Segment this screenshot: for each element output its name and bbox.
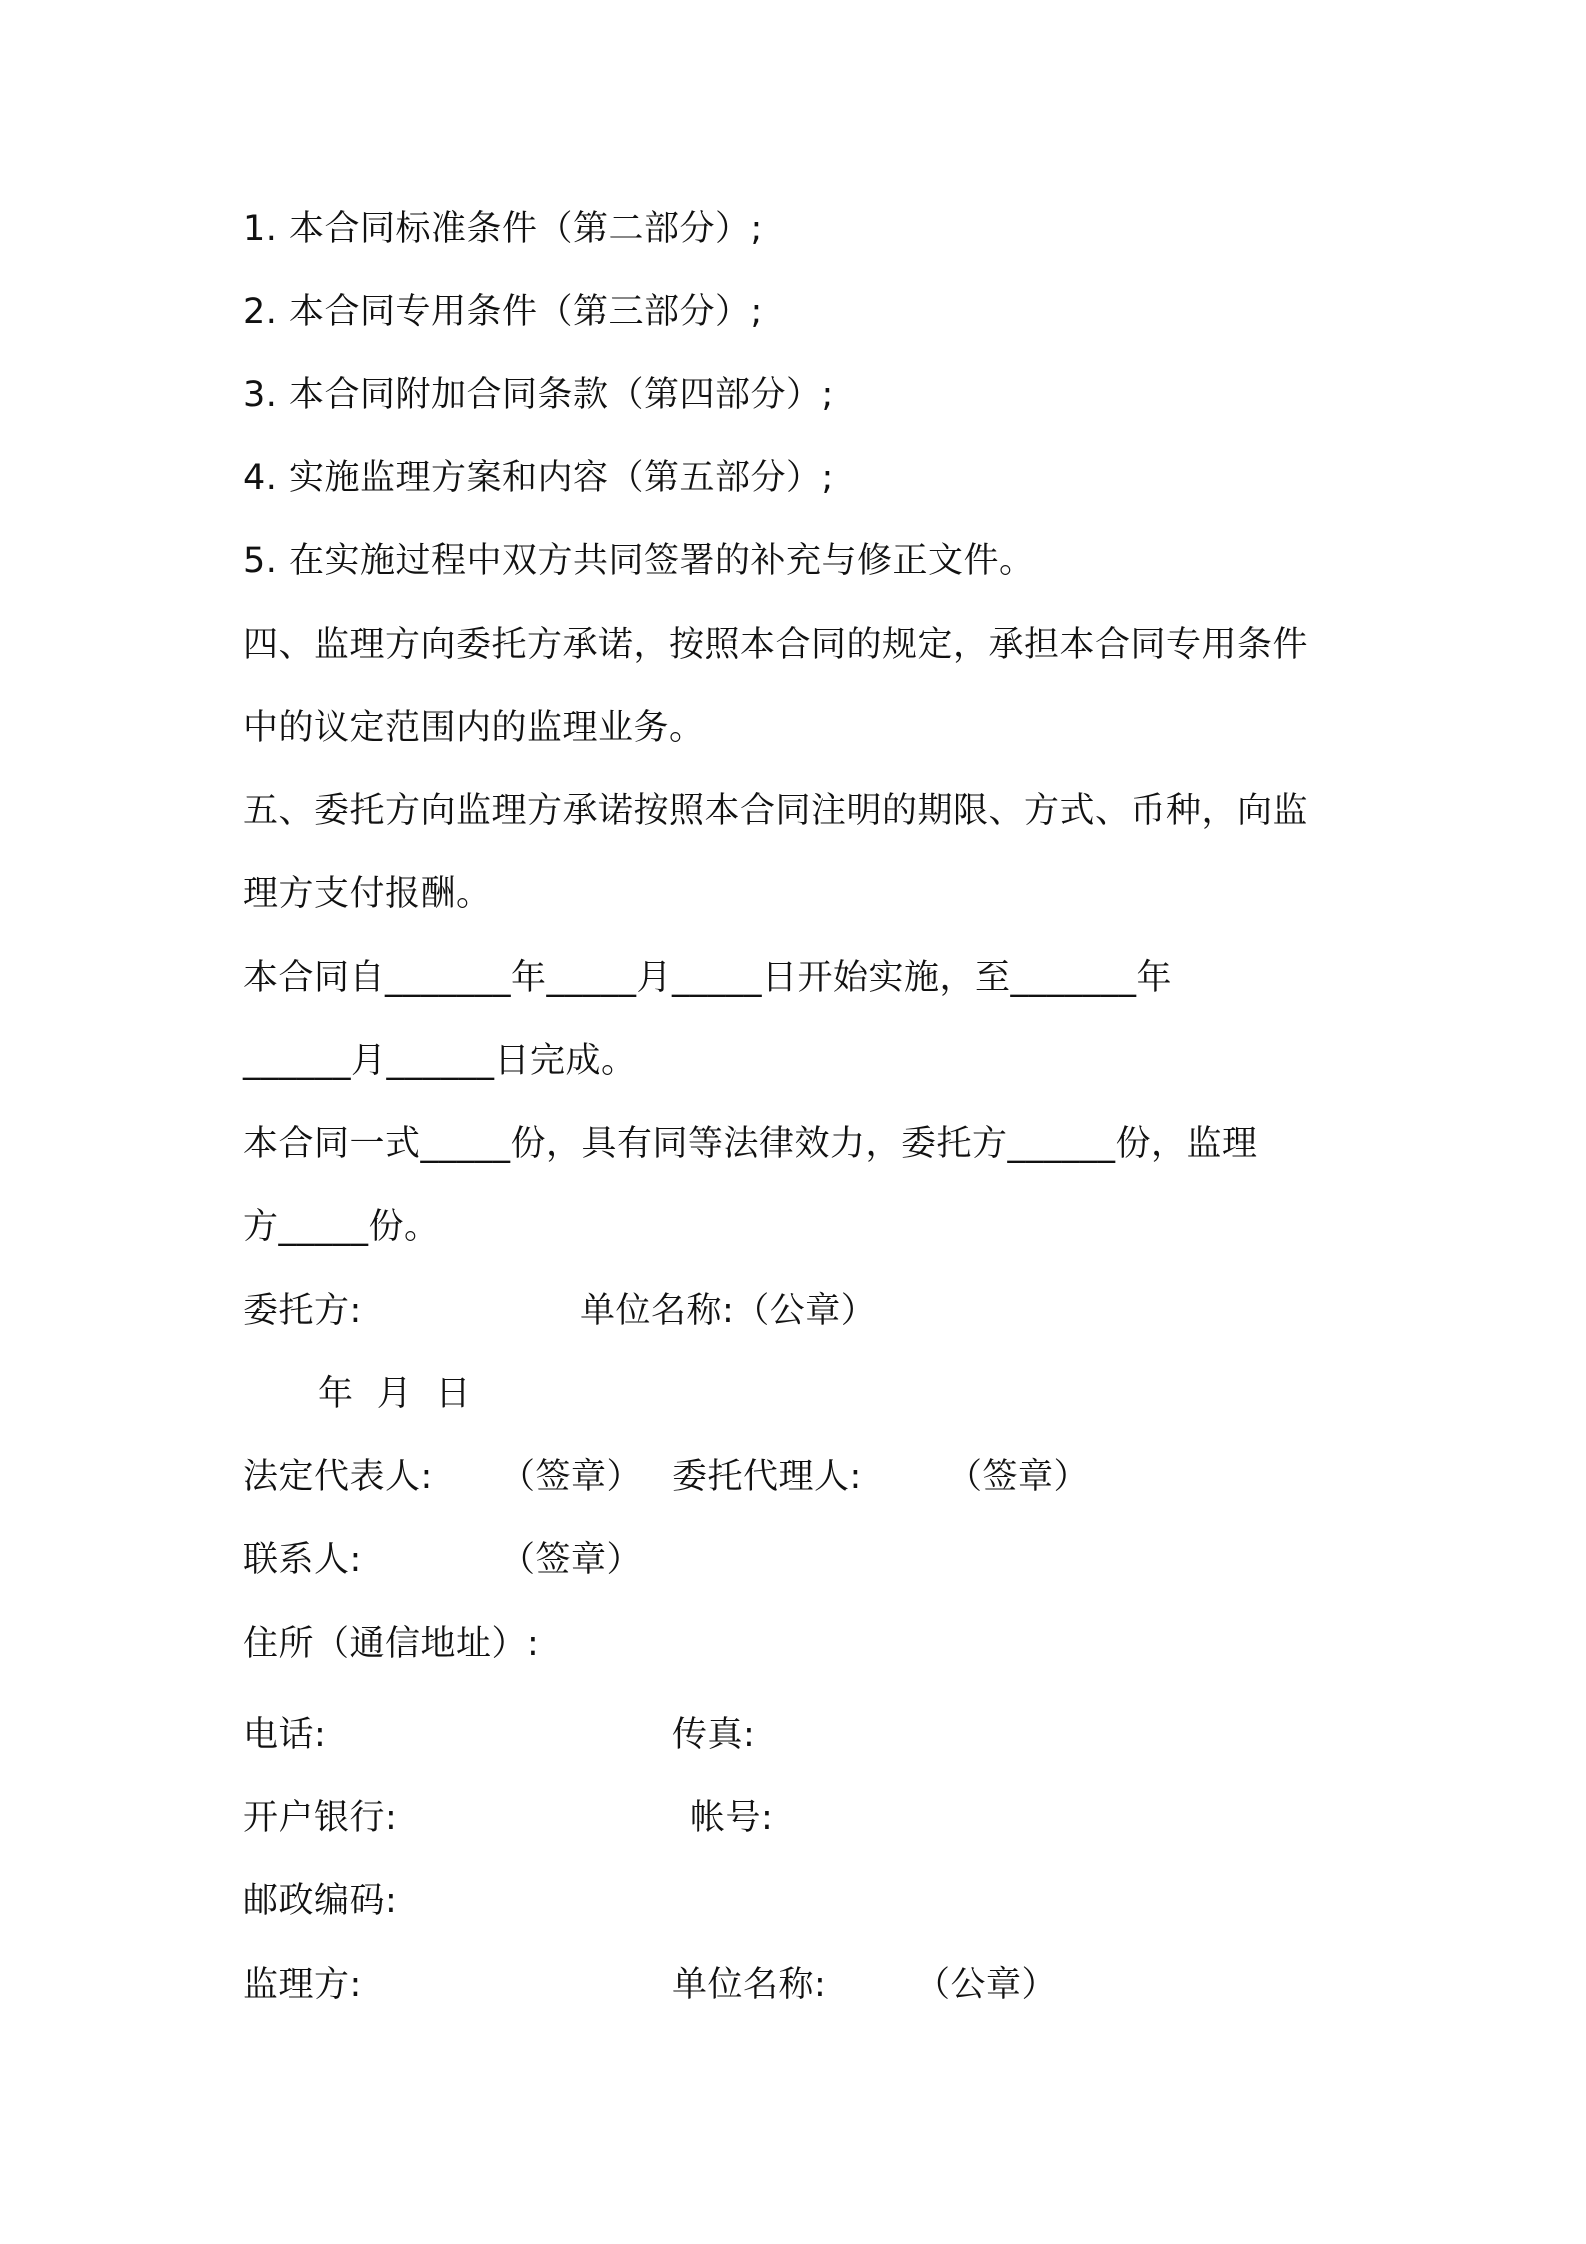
clause-4-line-2: 中的议定范围内的监理业务。 — [243, 708, 705, 748]
bank-label: 开户银行: — [243, 1798, 398, 1838]
phone-label: 电话: — [243, 1715, 327, 1755]
client-unit-name-label: 单位名称:（公章） — [580, 1291, 877, 1331]
agent-seal: （签章） — [947, 1457, 1090, 1497]
client-party-label: 委托方: — [243, 1291, 362, 1331]
contact-seal: （签章） — [500, 1540, 643, 1580]
legal-rep-label: 法定代表人: — [243, 1457, 433, 1497]
supervisor-unit-name-label: 单位名称: — [672, 1965, 827, 2005]
agent-label: 委托代理人: — [672, 1457, 862, 1497]
account-label: 帐号: — [690, 1798, 774, 1838]
supervisor-party-label: 监理方: — [243, 1965, 362, 2005]
list-item: 4. 实施监理方案和内容（第五部分）; — [243, 458, 834, 498]
copies-line-2: 方_____份。 — [243, 1207, 440, 1247]
list-item: 1. 本合同标准条件（第二部分）; — [243, 209, 763, 249]
list-item: 2. 本合同专用条件（第三部分）; — [243, 292, 763, 332]
contact-label: 联系人: — [243, 1540, 362, 1580]
list-item: 3. 本合同附加合同条款（第四部分）; — [243, 375, 834, 415]
clause-5-line-2: 理方支付报酬。 — [243, 874, 492, 914]
clause-4-line-1: 四、监理方向委托方承诺，按照本合同的规定，承担本合同专用条件 — [243, 625, 1309, 665]
period-line-1: 本合同自_______年_____月_____日开始实施，至_______年 — [243, 958, 1173, 998]
clause-5-line-1: 五、委托方向监理方承诺按照本合同注明的期限、方式、币种，向监 — [243, 791, 1309, 831]
address-label: 住所（通信地址）: — [243, 1624, 540, 1664]
list-item: 5. 在实施过程中双方共同签署的补充与修正文件。 — [243, 541, 1035, 581]
fax-label: 传真: — [672, 1715, 756, 1755]
supervisor-seal: （公章） — [915, 1965, 1058, 2005]
copies-line-1: 本合同一式_____份，具有同等法律效力，委托方______份，监理 — [243, 1124, 1258, 1164]
legal-rep-seal: （签章） — [500, 1457, 643, 1497]
client-date-label: 年 月 日 — [318, 1374, 472, 1414]
period-line-2: ______月______日完成。 — [243, 1041, 637, 1081]
postcode-label: 邮政编码: — [243, 1881, 398, 1921]
